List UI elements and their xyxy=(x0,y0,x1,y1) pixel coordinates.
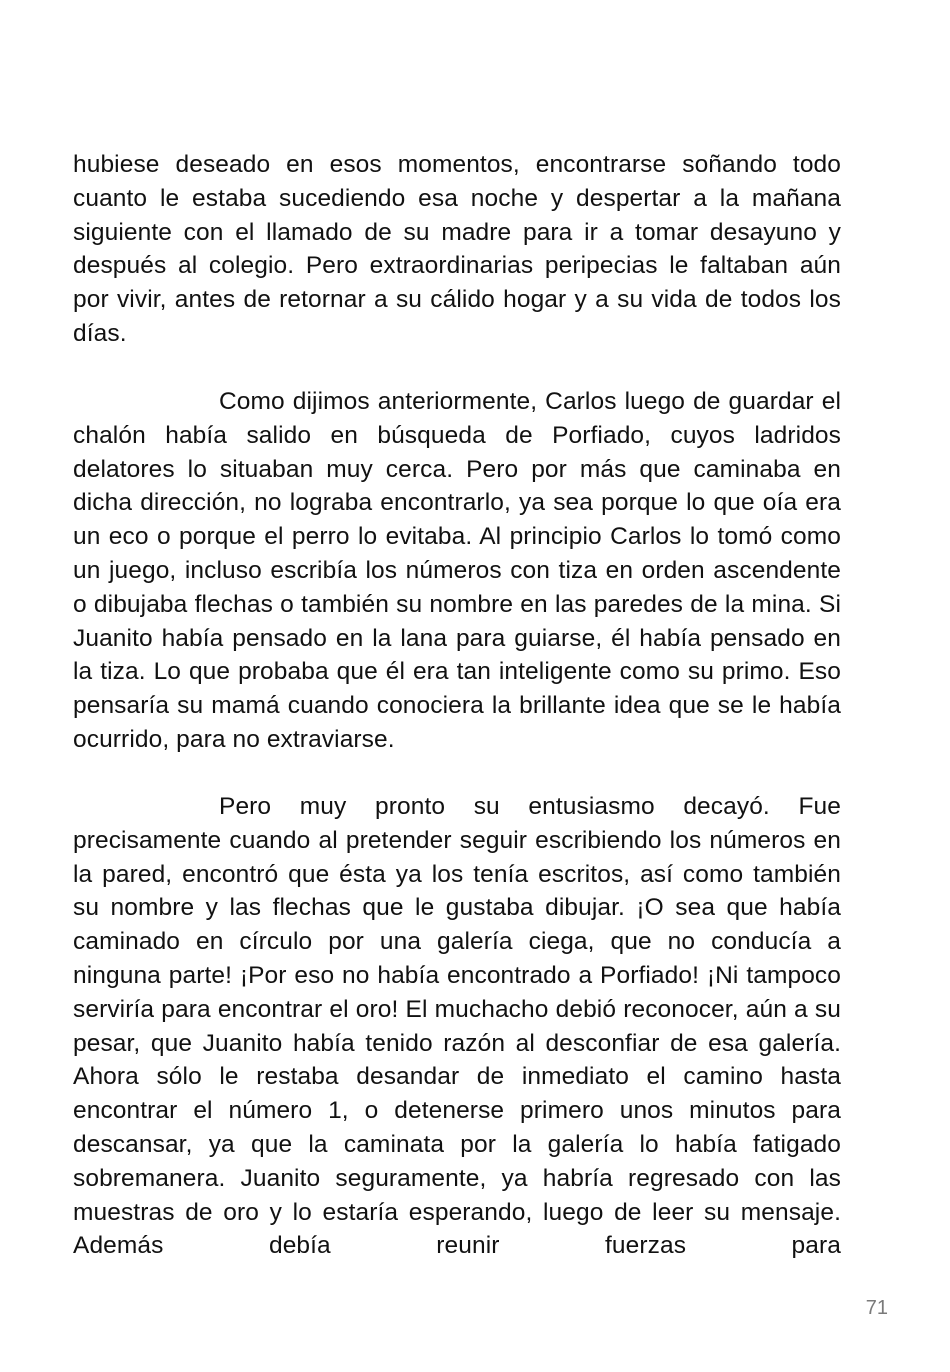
paragraph-2 xyxy=(73,385,841,757)
paragraph-3 xyxy=(73,790,841,1263)
page-number: 71 xyxy=(865,1297,888,1319)
paragraph-1 xyxy=(73,148,841,351)
paragraph-2-text: Como dijimos anteriormente, Carlos luego de guardar el chalón había salido en búsqueda de Porfiado, cuyos ladridos delatores lo situaban muy cerca. Pero por más que caminaba en dicha dirección, no lograba encontrarlo, ya sea porque lo que oía era un eco o porque el perro lo evitaba. Al principio Carlos lo tomó como un juego, incluso escribía los números con tiza en orden ascendente o dibujaba flechas o también su nombre en las paredes de la mina. Si Juanito había pensado en la lana para guiarse, él había pensado en la tiza. Lo que probaba que él era tan inteligente como su primo. Eso pensaría su mamá cuando conociera la brillante idea que se le había ocurrido, para no extraviarse. xyxy=(73,388,841,753)
paragraph-3-text: Pero muy pronto su entusiasmo decayó. Fue precisamente cuando al pretender seguir escribiendo los números en la pared, encontró que ésta ya los tenía escritos, así como también su nombre y las flechas que le gustaba dibujar. ¡O sea que había caminado en círculo por una galería ciega, que no conducía a ninguna parte! ¡Por eso no había encontrado a Porfiado! ¡Ni tampoco serviría para encontrar el oro! El muchacho debió reconocer, aún a su pesar, que Juanito había tenido razón al desconfiar de esa galería. Ahora sólo le restaba desandar de inmediato el camino hasta encontrar el número 1, o detenerse primero unos minutos para descansar, ya que la caminata por la galería lo había fatigado sobremanera. Juanito seguramente, ya habría regresado con las muestras de oro y lo estaría esperando, luego de leer su mensaje. Además debía reunir fuerzas para xyxy=(73,793,841,1260)
paragraph-1-text: hubiese deseado en esos momentos, encontrarse soñando todo cuanto le estaba sucediendo esa noche y despertar a la mañana siguiente con el llamado de su madre para ir a tomar desayuno y después al colegio. Pero extraordinarias peripecias le faltaban aún por vivir, antes de retornar a su cálido hogar y a su vida de todos los días. xyxy=(73,151,841,347)
